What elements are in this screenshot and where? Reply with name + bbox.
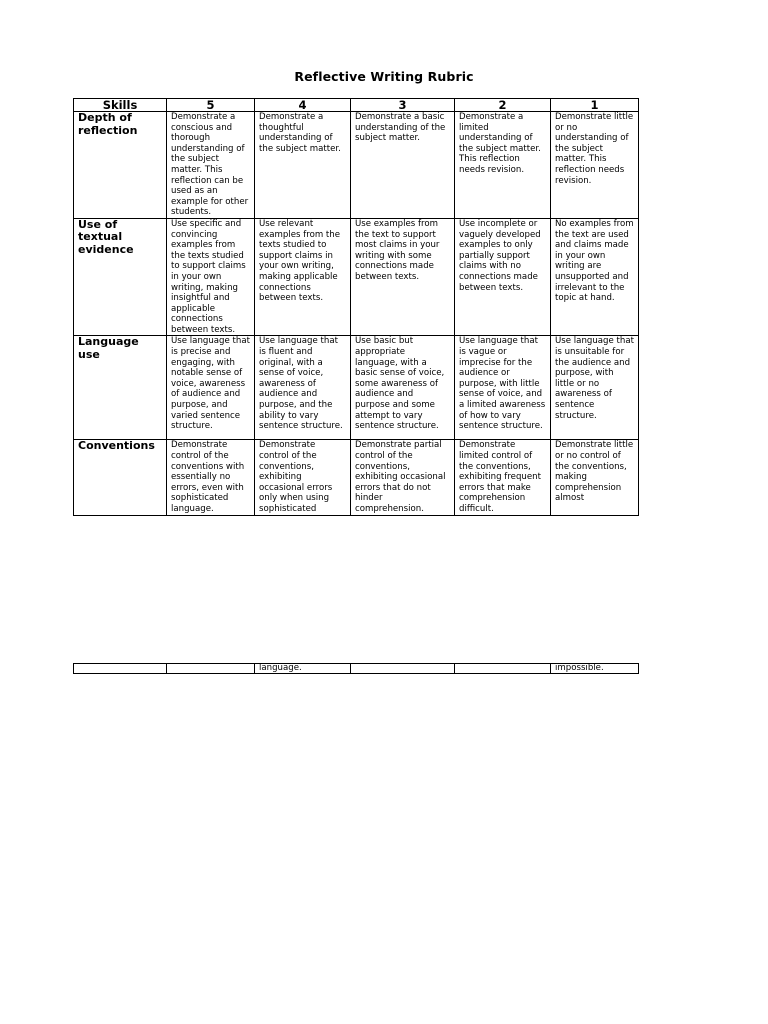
cell-language-2: Use language that is vague or imprecise for the audience or purpose, with little sense of voice, and a limited awareness of how to vary sentence structure. xyxy=(455,336,551,440)
cell-language-3: Use basic but appropriate language, with a basic sense of voice, some awareness of audience and purpose and some attempt to vary sentence structure. xyxy=(351,336,455,440)
cont-cell-4: language. xyxy=(255,664,351,674)
header-skills: Skills xyxy=(74,99,167,112)
cell-language-5: Use language that is precise and engaging, with notable sense of voice, awareness of audience and purpose, and varied sentence structure. xyxy=(167,336,255,440)
cell-depth-2: Demonstrate a limited understanding of the subject matter. This reflection needs revision. xyxy=(455,112,551,219)
cell-language-4: Use language that is fluent and original, with a sense of voice, awareness of audience and purpose, and the ability to vary sentence structure. xyxy=(255,336,351,440)
continuation-table xyxy=(73,663,639,674)
document-title: Reflective Writing Rubric xyxy=(294,69,474,84)
cell-depth-5: Demonstrate a conscious and thorough understanding of the subject matter. This reflection can be used as an example for other students. xyxy=(167,112,255,219)
table-row xyxy=(74,440,639,515)
cell-evidence-2: Use incomplete or vaguely developed examples to only partially support claims with no connections made between texts. xyxy=(455,218,551,336)
table-row xyxy=(74,112,639,219)
cell-language-1: Use language that is unsuitable for the audience and purpose, with little or no awareness of sentence structure. xyxy=(551,336,639,440)
cell-evidence-4: Use relevant examples from the texts studied to support claims in your own writing, making applicable connections between texts. xyxy=(255,218,351,336)
header-score-4: 4 xyxy=(255,99,351,112)
cell-conventions-5: Demonstrate control of the conventions with essentially no errors, even with sophisticated language. xyxy=(167,440,255,515)
header-score-1: 1 xyxy=(551,99,639,112)
cell-depth-3: Demonstrate a basic understanding of the subject matter. xyxy=(351,112,455,219)
skill-depth-of-reflection: Depth of reflection xyxy=(74,112,167,219)
cell-evidence-1: No examples from the text are used and claims made in your own writing are unsupported and irrelevant to the topic at hand. xyxy=(551,218,639,336)
cell-conventions-2: Demonstrate limited control of the conventions, exhibiting frequent errors that make comprehension difficult. xyxy=(455,440,551,515)
cell-depth-1: Demonstrate little or no understanding of the subject matter. This reflection needs revision. xyxy=(551,112,639,219)
header-score-2: 2 xyxy=(455,99,551,112)
cont-cell-skill xyxy=(74,664,167,674)
skill-conventions: Conventions xyxy=(74,440,167,515)
cont-cell-2 xyxy=(455,664,551,674)
table-row xyxy=(74,336,639,440)
cell-evidence-3: Use examples from the text to support most claims in your writing with some connections made between texts. xyxy=(351,218,455,336)
cell-conventions-1: Demonstrate little or no control of the conventions, making comprehension almost xyxy=(551,440,639,515)
cell-conventions-4: Demonstrate control of the conventions, exhibiting occasional errors only when using sophisticated xyxy=(255,440,351,515)
header-row xyxy=(74,99,639,112)
rubric-table xyxy=(73,98,639,516)
skill-language-use: Language use xyxy=(74,336,167,440)
continuation-row xyxy=(74,664,639,674)
cont-cell-3 xyxy=(351,664,455,674)
header-score-3: 3 xyxy=(351,99,455,112)
table-row xyxy=(74,218,639,336)
skill-use-of-textual-evidence: Use of textual evidence xyxy=(74,218,167,336)
cell-evidence-5: Use specific and convincing examples from the texts studied to support claims in your own writing, making insightful and applicable connections between texts. xyxy=(167,218,255,336)
cell-depth-4: Demonstrate a thoughtful understanding of the subject matter. xyxy=(255,112,351,219)
cont-cell-5 xyxy=(167,664,255,674)
header-score-5: 5 xyxy=(167,99,255,112)
cell-conventions-3: Demonstrate partial control of the conventions, exhibiting occasional errors that do not hinder comprehension. xyxy=(351,440,455,515)
cont-cell-1: impossible. xyxy=(551,664,639,674)
